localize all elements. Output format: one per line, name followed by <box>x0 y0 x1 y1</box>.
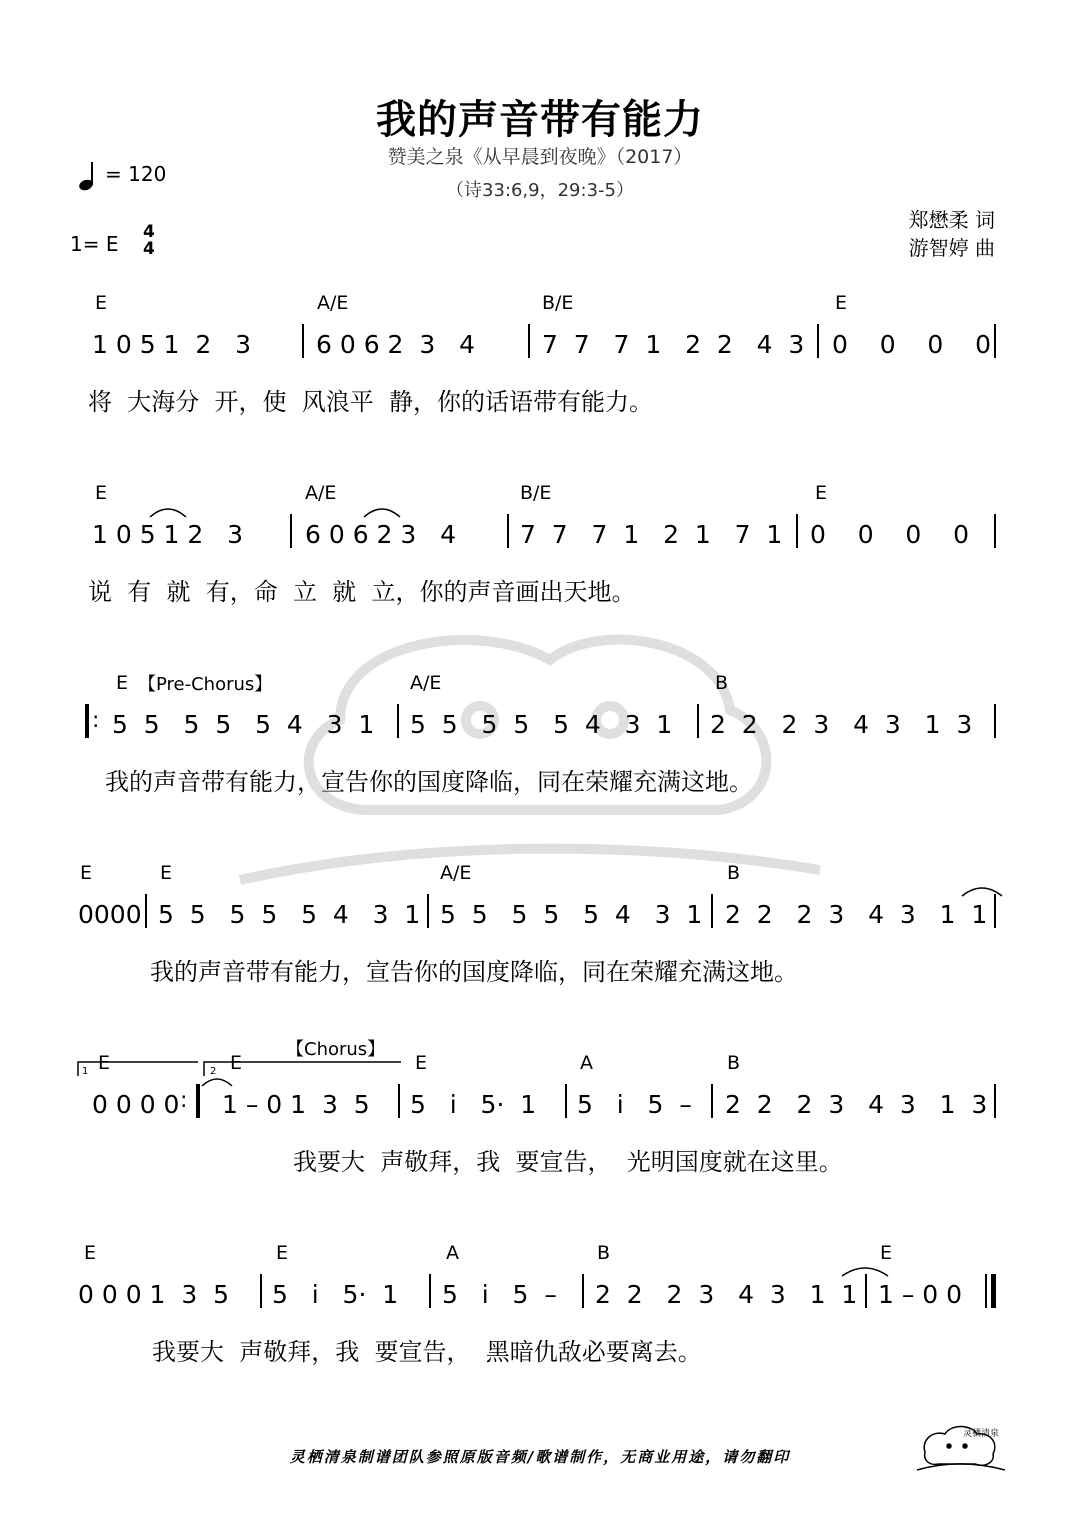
chord-label: B <box>715 672 729 694</box>
barline <box>302 324 304 358</box>
barline <box>145 894 147 928</box>
lyric-line: 将 大海分 开，使 风浪平 静，你的话语带有能力。 <box>88 388 654 416</box>
tempo-marking: = 120 <box>105 162 167 186</box>
barline <box>994 704 996 738</box>
repeat-dots: : <box>92 708 100 733</box>
chord-label: E <box>80 862 93 884</box>
barline <box>994 514 996 548</box>
barline <box>260 1274 262 1308</box>
tie <box>960 884 1004 898</box>
measure: 1 – 0 1 3 5 <box>222 1090 370 1119</box>
barline <box>865 1274 867 1308</box>
lyric-line: 我要大 声敬拜，我 要宣告， 黑暗仇敌必要离去。 <box>152 1338 702 1366</box>
time-sig-top: 4 <box>143 222 155 242</box>
chord-label: E <box>84 1242 97 1264</box>
barline <box>397 704 399 738</box>
sheep-logo-icon <box>915 1416 1007 1472</box>
time-sig-bottom: 4 <box>143 239 155 259</box>
lyricist-credit: 郑懋柔 词 <box>908 208 995 232</box>
chord-label: E <box>160 862 173 884</box>
chord-label: E <box>415 1052 428 1074</box>
composer-credit: 游智婷 曲 <box>908 236 995 260</box>
barline <box>528 324 530 358</box>
volta-number: 2 <box>210 1066 217 1077</box>
lyric-line: 我要大 声敬拜，我 要宣告， 光明国度就在这里。 <box>293 1148 843 1176</box>
chord-label: B/E <box>520 482 552 504</box>
measure: 1 0 5 1 2 3 <box>92 520 244 549</box>
measure: 0 0 0 0 <box>810 520 969 549</box>
barline <box>427 894 429 928</box>
chord-label: E <box>98 1052 111 1074</box>
measure: 2 2 2 3 4 3 1 3 <box>710 710 973 739</box>
scripture-reference: （诗33:6,9，29:3-5） <box>446 180 634 201</box>
measure: 5 5 5 5 5 4 3 1 <box>440 900 703 929</box>
measure: 5 i 5 – <box>442 1280 557 1309</box>
measure: 0 0 0 1 3 5 <box>78 1280 230 1309</box>
lyric-line: 我的声音带有能力，宣告你的国度降临，同在荣耀充满这地。 <box>150 958 798 986</box>
measure: 6 0 6 2 3 4 <box>316 330 476 359</box>
barline <box>290 514 292 548</box>
quarter-note-icon <box>78 160 100 192</box>
chord-label: E <box>116 672 129 694</box>
key-signature: 1= E <box>70 232 119 256</box>
measure: 5 i 5· 1 <box>272 1280 399 1309</box>
chord-label: E <box>880 1242 893 1264</box>
chord-label: B <box>727 862 741 884</box>
measure: 2 2 2 3 4 3 1 1 <box>725 900 988 929</box>
measure: 2 2 2 3 4 3 1 1 <box>595 1280 858 1309</box>
measure: 5 5 5 5 5 4 3 1 <box>410 710 673 739</box>
repeat-dots: : <box>180 1088 188 1113</box>
measure: 6 0 6 2 3 4 <box>305 520 457 549</box>
chord-label: A/E <box>305 482 337 504</box>
measure: 0000 <box>78 900 142 929</box>
measure: 1 0 5 1 2 3 <box>92 330 252 359</box>
chord-label: A/E <box>440 862 472 884</box>
time-signature <box>143 224 155 258</box>
final-barline-thin <box>985 1274 987 1308</box>
barline <box>817 324 819 358</box>
measure: 1 – 0 0 <box>878 1280 963 1309</box>
chord-label: A/E <box>317 292 349 314</box>
section-label: 【Chorus】 <box>286 1039 386 1060</box>
barline <box>994 1084 996 1118</box>
section-label: 【Pre-Chorus】 <box>138 674 273 695</box>
song-title: 我的声音带有能力 <box>376 97 704 143</box>
barline <box>994 324 996 358</box>
barline <box>711 1084 713 1118</box>
footer-note: 灵栖清泉制谱团队参照原版音频/歌谱制作，无商业用途，请勿翻印 <box>289 1448 791 1466</box>
chord-label: B <box>727 1052 741 1074</box>
chord-label: E <box>230 1052 243 1074</box>
repeat-end-barline <box>196 1084 200 1118</box>
lyric-line: 我的声音带有能力，宣告你的国度降临，同在荣耀充满这地。 <box>105 768 753 796</box>
chord-label: E <box>95 292 108 314</box>
chord-label: B <box>597 1242 611 1264</box>
lyric-line: 说 有 就 有，命 立 就 立，你的声音画出天地。 <box>88 578 636 606</box>
chord-label: A/E <box>410 672 442 694</box>
measure: 7 7 7 1 2 1 7 1 <box>520 520 783 549</box>
slur <box>148 505 188 519</box>
chord-label: A <box>446 1242 459 1264</box>
measure: 5 i 5· 1 <box>410 1090 537 1119</box>
barline <box>796 514 798 548</box>
measure: 0 0 0 0 <box>92 1090 180 1119</box>
measure: 5 i 5 – <box>577 1090 692 1119</box>
chord-label: E <box>815 482 828 504</box>
measure: 0 0 0 0 <box>832 330 991 359</box>
barline <box>565 1084 567 1118</box>
watermark-logo <box>220 600 840 900</box>
barline <box>582 1274 584 1308</box>
chord-label: B/E <box>542 292 574 314</box>
chord-label: A <box>580 1052 593 1074</box>
measure: 2 2 2 3 4 3 1 3 <box>725 1090 988 1119</box>
final-barline-thick <box>991 1274 996 1308</box>
repeat-start-barline <box>85 704 89 738</box>
slur <box>362 505 402 519</box>
chord-label: E <box>95 482 108 504</box>
chord-label: E <box>835 292 848 314</box>
measure: 5 5 5 5 5 4 3 1 <box>112 710 375 739</box>
volta-number: 1 <box>82 1066 89 1077</box>
tie <box>200 1074 234 1088</box>
barline <box>429 1274 431 1308</box>
barline <box>507 514 509 548</box>
barline <box>398 1084 400 1118</box>
measure: 5 5 5 5 5 4 3 1 <box>158 900 421 929</box>
barline <box>697 704 699 738</box>
album-subtitle: 赞美之泉《从早晨到夜晚》（2017） <box>387 146 693 168</box>
logo-text: 灵栖清泉 <box>963 1429 1000 1439</box>
chord-label: E <box>276 1242 289 1264</box>
barline <box>711 894 713 928</box>
barline <box>994 894 996 928</box>
measure: 7 7 7 1 2 2 4 3 <box>542 330 805 359</box>
